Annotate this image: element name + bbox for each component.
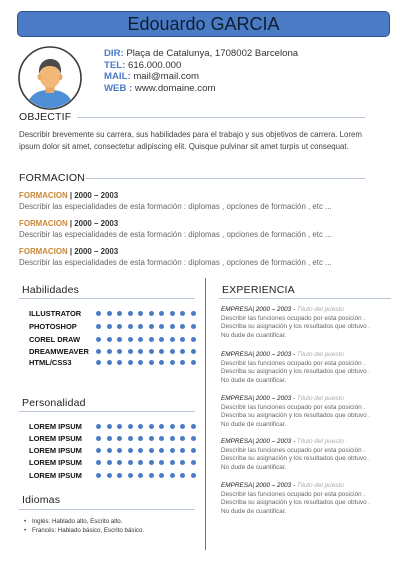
rating-dot [117,473,122,478]
rating-dot [149,360,154,365]
name-banner: Edouardo GARCIA [17,11,390,37]
contact-block [104,48,298,94]
rating-dot [138,349,143,354]
contact-mail: MAIL: mail@mail.com [104,71,200,83]
rating-dot [180,448,185,453]
rating-dot [107,349,112,354]
personalidad-title: Personalidad [22,397,86,409]
rating-dot [128,460,133,465]
objectif-title: OBJECTIF [19,111,72,123]
rating-dot [170,473,175,478]
rating-dot [107,448,112,453]
contact-phone: TEL: 616.000.000 [104,59,182,71]
rating-dot [128,337,133,342]
rating-dot [159,337,164,342]
rating-dot [107,337,112,342]
skill-row: ILLUSTRATOR [29,309,201,319]
trait-row: LOREM IPSUM [29,471,201,481]
rating-dot [180,337,185,342]
experiencia-title: EXPERIENCIA [222,284,295,296]
rating-dot [149,424,154,429]
rating-dot [138,360,143,365]
rating-dot [180,360,185,365]
rating-dot [96,324,101,329]
user-avatar-icon [18,46,82,110]
rating-dot [117,448,122,453]
habilidades-divider [19,298,195,299]
skill-row: COREL DRAW [29,335,201,345]
rating-dot [180,311,185,316]
trait-row: LOREM IPSUM [29,422,201,432]
rating-dot [191,360,196,365]
rating-dot [159,311,164,316]
rating-dot [180,460,185,465]
rating-dot [107,360,112,365]
rating-dot [117,311,122,316]
rating-dot [138,324,143,329]
rating-dot [149,337,154,342]
experience-item: EMPRESA| 2000 – 2003 - Titulo del puesto Describir las funciones ocupado por esta posición . Describa su asignación y los resultados que obtuvo . No dude de cuantificar. [221,438,371,471]
rating-dot [117,424,122,429]
rating-dot [159,324,164,329]
rating-dot [128,424,133,429]
rating-dot [170,337,175,342]
habilidades-title: Habilidades [22,284,80,296]
trait-row: LOREM IPSUM [29,434,201,444]
rating-dot [96,448,101,453]
rating-dot [149,448,154,453]
rating-dot [138,460,143,465]
rating-dot [170,460,175,465]
skill-row: HTML/CSS3 [29,358,201,368]
experience-item: EMPRESA| 2000 – 2003 - Titulo del puesto Describir las funciones ocupado por esta posición . Describa su asignación y los resultados que obtuvo . No dude de cuantificar. [221,482,371,515]
experiencia-divider [219,298,391,299]
rating-dot [170,436,175,441]
rating-dot [138,473,143,478]
rating-dot [117,460,122,465]
rating-dot [159,436,164,441]
rating-dot [117,349,122,354]
objectif-divider [77,117,365,118]
experience-item: EMPRESA| 2000 – 2003 - Titulo del puesto Describir las funciones ocupado por esta posición . Describa su asignación y los resultados que obtuvo . No dude de cuantificar. [221,351,371,384]
trait-row: LOREM IPSUM [29,458,201,468]
rating-dot [191,349,196,354]
rating-dot [96,460,101,465]
skill-row: DREAMWEAVER [29,347,201,357]
rating-dot [96,436,101,441]
rating-dot [128,436,133,441]
rating-dot [138,436,143,441]
rating-dot [180,473,185,478]
skill-row: PHOTOSHOP [29,322,201,332]
rating-dot [149,311,154,316]
rating-dot [138,311,143,316]
rating-dot [180,349,185,354]
experience-item: EMPRESA| 2000 – 2003 - Titulo del puesto Describir las funciones ocupado por esta posición . Describa su asignación y los resultados que obtuvo . No dude de cuantificar. [221,395,371,428]
rating-dot [138,337,143,342]
rating-dot [128,349,133,354]
rating-dot [117,360,122,365]
rating-dot [191,311,196,316]
rating-dot [170,349,175,354]
rating-dot [96,360,101,365]
rating-dot [138,424,143,429]
rating-dot [159,473,164,478]
personalidad-divider [19,411,195,412]
rating-dot [117,324,122,329]
rating-dot [159,460,164,465]
formacion-divider [85,178,365,179]
rating-dot [191,337,196,342]
rating-dot [96,349,101,354]
rating-dot [180,424,185,429]
formacion-item: FORMACION | 2000 – 2003 Describir las especialidades de esta formación : diplomas , opciones de formación , etc ... [19,247,332,267]
rating-dot [138,448,143,453]
rating-dot [159,448,164,453]
rating-dot [107,424,112,429]
rating-dot [96,311,101,316]
rating-dot [96,473,101,478]
rating-dot [149,473,154,478]
rating-dot [170,360,175,365]
rating-dot [191,424,196,429]
rating-dot [96,424,101,429]
rating-dot [107,473,112,478]
rating-dot [128,311,133,316]
formacion-item: FORMACION | 2000 – 2003 Describir las especialidades de esta formación : diplomas , opciones de formación , etc ... [19,219,332,239]
rating-dot [107,460,112,465]
rating-dot [170,424,175,429]
column-divider [205,278,206,550]
rating-dot [191,473,196,478]
rating-dot [107,324,112,329]
rating-dot [128,448,133,453]
contact-web: WEB : www.domaine.com [104,82,216,94]
rating-dot [159,424,164,429]
rating-dot [128,360,133,365]
rating-dot [107,436,112,441]
rating-dot [149,460,154,465]
rating-dot [128,324,133,329]
objectif-text: Describir brevemente su carrera, sus habilidades para el trabajo y sus objetivos de carrera. Lorem ipsum dolor sit amet, consectetur adipiscing elit. Quisque pulvinar sit amet turpis ut consequat. [19,130,362,151]
rating-dot [180,324,185,329]
rating-dot [191,436,196,441]
rating-dot [128,473,133,478]
rating-dot [159,360,164,365]
trait-row: LOREM IPSUM [29,446,201,456]
language-item: • Francés: Hablado básico, Escrito básico. [24,527,145,534]
idiomas-title: Idiomas [22,494,61,506]
rating-dot [191,324,196,329]
rating-dot [117,436,122,441]
rating-dot [159,349,164,354]
rating-dot [170,324,175,329]
idiomas-divider [19,509,195,510]
rating-dot [149,436,154,441]
contact-address: DIR: Plaça de Catalunya, 1708002 Barcelona [104,48,299,59]
rating-dot [170,448,175,453]
rating-dot [170,311,175,316]
rating-dot [180,436,185,441]
rating-dot [107,311,112,316]
formacion-item: FORMACION | 2000 – 2003 Describir las especialidades de esta formación : diplomas , opciones de formación , etc ... [19,191,332,211]
rating-dot [149,349,154,354]
language-item: • Inglés: Hablado alto, Escrito alto. [24,518,123,525]
formacion-title: FORMACION [19,172,85,184]
experience-item: EMPRESA| 2000 – 2003 - Titulo del puesto Describir las funciones ocupado por esta posición . Describa su asignación y los resultados que obtuvo . No dude de cuantificar. [221,306,371,339]
rating-dot [117,337,122,342]
rating-dot [96,337,101,342]
rating-dot [191,460,196,465]
rating-dot [191,448,196,453]
rating-dot [149,324,154,329]
